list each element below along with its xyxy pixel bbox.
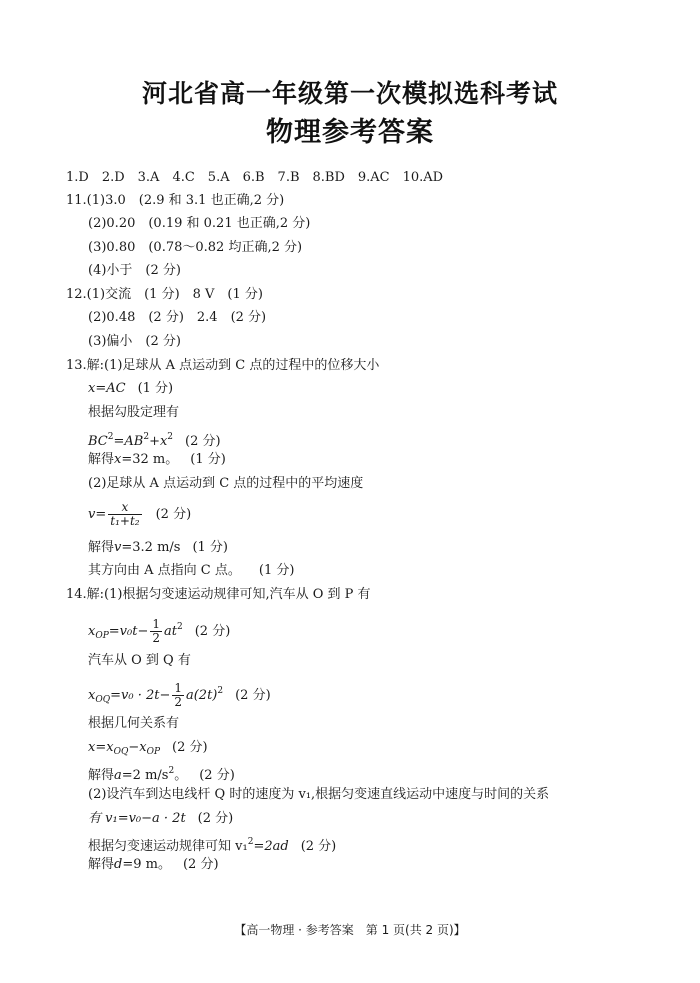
exam-title: 河北省高一年级第一次模拟选科考试: [141, 79, 558, 108]
q11-line-4: (4)小于 (2 分): [88, 263, 181, 278]
q14-a2t: a(2t): [185, 688, 218, 703]
q13-score-4: (2 分): [155, 507, 192, 522]
q13-ab: =AB: [113, 434, 144, 449]
q14-score-2: (2 分): [235, 688, 271, 703]
q13-solve-var: x: [114, 452, 122, 467]
q14-score-5: (2 分): [197, 811, 234, 826]
q13-bc: BC: [88, 434, 108, 449]
q14-sup-2: 2: [217, 686, 224, 696]
q14-line-5: 根据几何关系有: [88, 716, 180, 731]
q13-sup-2: 2: [143, 432, 150, 442]
q14-sub-oq: OQ: [95, 695, 111, 705]
q13-fraction: [108, 501, 141, 528]
q13-v-eq: =: [95, 507, 107, 522]
q14-score-6: (2 分): [300, 839, 337, 854]
q14-eq2: =v₀ · 2t−: [110, 688, 171, 703]
q14-line-7: [88, 762, 235, 785]
q12-line-3: (3)偏小 (2 分): [88, 334, 181, 349]
q13-line-2: [88, 380, 173, 398]
q14-solve-label: 解得: [88, 768, 115, 783]
q11-line-2: (2)0.20 (0.19 和 0.21 也正确,2 分): [88, 216, 311, 231]
q13-v: v: [88, 507, 96, 522]
q14-line-6: [88, 739, 208, 761]
q14-line-4: [88, 676, 271, 715]
q14-solve2-label: 解得: [88, 857, 115, 872]
q14-frac1-num: 1: [152, 617, 160, 631]
q13-direction: 其方向由 A 点指向 C 点。: [88, 563, 241, 578]
q13-line-9: [88, 562, 294, 580]
q12-line-2: (2)0.48 (2 分) 2.4 (2 分): [88, 310, 267, 325]
q14-eq1: =v₀t−: [108, 624, 149, 639]
q14-x3: x: [88, 740, 96, 755]
q13-score-1: (1 分): [137, 381, 174, 396]
q13-line-6: (2)足球从 A 点运动到 C 点的过程中的平均速度: [88, 476, 364, 491]
q14-frac1-den: 2: [152, 631, 160, 645]
q14-solve2-val: =9 m。: [122, 857, 171, 872]
q14-law-text: 根据匀变速运动规律可知 v₁: [88, 839, 248, 854]
q13-plus-x: +x: [149, 434, 168, 449]
q13-solve2-val: =3.2 m/s: [121, 540, 181, 555]
q14-fraction-1: [150, 618, 162, 645]
q14-line-11: [88, 856, 219, 874]
q14-line-9: [88, 810, 233, 828]
q13-sup-1: 2: [107, 432, 114, 442]
q13-line-8: [88, 539, 228, 557]
q13-line-5: [88, 451, 226, 469]
q13-sup-3: 2: [167, 432, 174, 442]
q13-line-3: 根据勾股定理有: [88, 405, 180, 420]
q14-sub-op: OP: [95, 631, 109, 641]
q14-score-4: (2 分): [199, 768, 235, 783]
q13-score-3: (1 分): [190, 452, 226, 467]
q14-score-1: (2 分): [194, 624, 231, 639]
q14-x2: x: [88, 688, 96, 703]
q13-var-x: x: [88, 381, 96, 396]
q14-sub-oq-2: OQ: [113, 747, 129, 757]
q14-at: at: [164, 624, 177, 639]
q13-solve-label: 解得: [88, 452, 115, 467]
q14-solve2-var: d: [114, 857, 123, 872]
q14-x1: x: [88, 624, 96, 639]
q14-line-10: [88, 833, 336, 856]
q11-line-3: (3)0.80 (0.78～0.82 均正确,2 分): [88, 240, 303, 255]
q14-score-3: (2 分): [172, 740, 208, 755]
q14-period: 。: [174, 768, 188, 783]
q13-score-2: (2 分): [185, 434, 221, 449]
q13-score-6: (1 分): [258, 563, 295, 578]
q13-line-4: [88, 428, 221, 451]
q14-frac2-num: 1: [174, 681, 182, 695]
q14-sup-3: 2: [168, 766, 175, 776]
q14-eq3a: =x: [95, 740, 114, 755]
q14-2ad: =2ad: [253, 839, 289, 854]
q14-line-1: 14.解:(1)根据匀变速运动规律可知,汽车从 O 到 P 有: [66, 587, 371, 602]
q13-solve-val: =32 m。: [121, 452, 179, 467]
q14-v1-eq: 有 v₁=v₀−a · 2t: [88, 811, 186, 826]
q14-sub-op-2: OP: [146, 747, 161, 757]
q14-solve-var: a: [114, 768, 122, 783]
q14-eq3b: −x: [128, 740, 147, 755]
q13-eq-ac: =AC: [95, 381, 126, 396]
q12-line-1: 12.(1)交流 (1 分) 8 V (1 分): [66, 287, 263, 302]
q13-solve2-var: v: [114, 540, 122, 555]
q14-score-7: (2 分): [182, 857, 219, 872]
q14-line-2: [88, 612, 230, 651]
q14-sup-1: 2: [176, 622, 183, 632]
q11-line-1: 11.(1)3.0 (2.9 和 3.1 也正确,2 分): [66, 193, 285, 208]
q14-fraction-2: [172, 682, 184, 709]
page-footer: 【高一物理 · 参考答案 第 1 页(共 2 页)】: [234, 923, 466, 937]
q13-solve2-label: 解得: [88, 540, 115, 555]
exam-subtitle: 物理参考答案: [266, 117, 434, 148]
q13-frac-den: t₁+t₂: [110, 514, 140, 528]
q14-line-3: 汽车从 O 到 Q 有: [88, 653, 191, 668]
choice-answers: 1.D 2.D 3.A 4.C 5.A 6.B 7.B 8.BD 9.AC 10.AD: [66, 170, 444, 185]
q14-solve-val: =2 m/s: [121, 768, 169, 783]
q13-score-5: (1 分): [192, 540, 229, 555]
q14-frac2-den: 2: [174, 695, 182, 709]
q13-line-1: 13.解:(1)足球从 A 点运动到 C 点的过程中的位移大小: [66, 358, 380, 373]
q13-frac-num: x: [108, 501, 141, 515]
q13-line-7: [88, 500, 191, 530]
q14-line-8: (2)设汽车到达电线杆 Q 时的速度为 v₁,根据匀变速直线运动中速度与时间的关系: [88, 787, 550, 802]
q14-sup-4: 2: [247, 837, 254, 847]
